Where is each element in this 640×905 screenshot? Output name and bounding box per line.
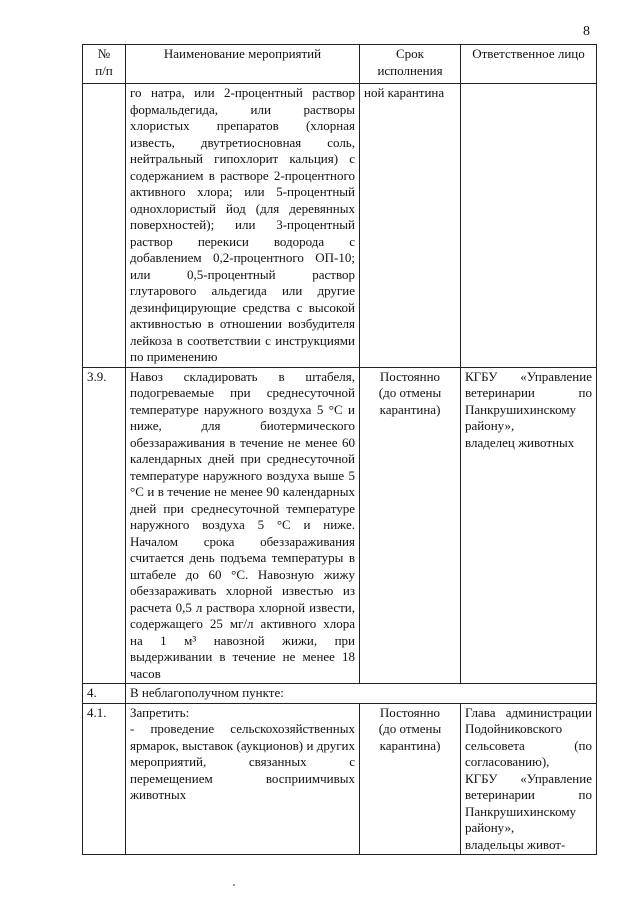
- row-number: 3.9.: [83, 367, 126, 684]
- header-term: Срок исполнения: [360, 45, 461, 84]
- row-measure-text: Запретить: - проведение сельскохозяйственных ярмарок, выставок (аукционов) и других мероприятий, связанных с перемещением восприимчивых животных: [126, 703, 360, 855]
- header-number: № п/п: [83, 45, 126, 84]
- table-row: [83, 367, 597, 684]
- row-number: [83, 84, 126, 368]
- scan-dot: [233, 884, 235, 886]
- row-measure-text: Навоз складировать в штабеля, подогреваемые при среднесуточной температуре наружного воздуха 5 °С и ниже, для биотермического обеззараживания в течение не менее 60 календарных дней при среднесуточной температуре наружного воздуха выше 5 °С и в течение не менее 90 календарных дней при среднесуточной температуре наружного воздуха 5 °С и ниже. Началом срока обеззараживания считается день подъема температуры в штабеле до 60 °С. Навозную жижу обеззараживать хлорной известью из расчета 0,5 л раствора хлорной извести, содержащего 25 мг/л активного хлора на 1 м³ навозной жижи, при выдерживании в течение не менее 18 часов: [126, 367, 360, 684]
- row-term: ной карантина: [360, 84, 461, 368]
- row-number: 4.: [83, 684, 126, 704]
- row-term: Постоянно (до отмены карантина): [360, 703, 461, 855]
- row-responsible: КГБУ «Управление ветеринарии по Панкрушихинскому району», владелец животных: [461, 367, 597, 684]
- table-row: [83, 84, 597, 368]
- row-responsible: Глава администрации Подойниковского сельсовета (по согласованию), КГБУ «Управление ветеринарии по Панкрушихинскому району», владельцы живот-: [461, 703, 597, 855]
- header-measure-name: Наименование мероприятий: [126, 45, 360, 84]
- row-section-title: В неблагополучном пункте:: [126, 684, 597, 704]
- row-measure-text: го натра, или 2-процентный раствор формальдегида, или растворы хлористых препаратов (хлорная известь, двутретиосновная соль, нейтральный гипохлорит кальция) с содержанием в растворе 2-процентного активного хлора; или 5-процентный однохлористый йод (для деревянных поверхностей); или 3-процентный раствор перекиси водорода с добавлением 0,2-процентного ОП-10; или 0,5-процентный раствор глутарового альдегида или другие дезинфицирующие средства с высокой активностью в отношении возбудителя лейкоза в соответствии с инструкциями по применению: [126, 84, 360, 368]
- table-header-row: [83, 45, 597, 84]
- row-responsible: [461, 84, 597, 368]
- page-number: 8: [583, 24, 590, 39]
- measures-table: [82, 44, 597, 855]
- header-responsible: Ответственное лицо: [461, 45, 597, 84]
- row-number: 4.1.: [83, 703, 126, 855]
- row-term: Постоянно (до отмены карантина): [360, 367, 461, 684]
- table-row: [83, 703, 597, 855]
- table-row: [83, 684, 597, 704]
